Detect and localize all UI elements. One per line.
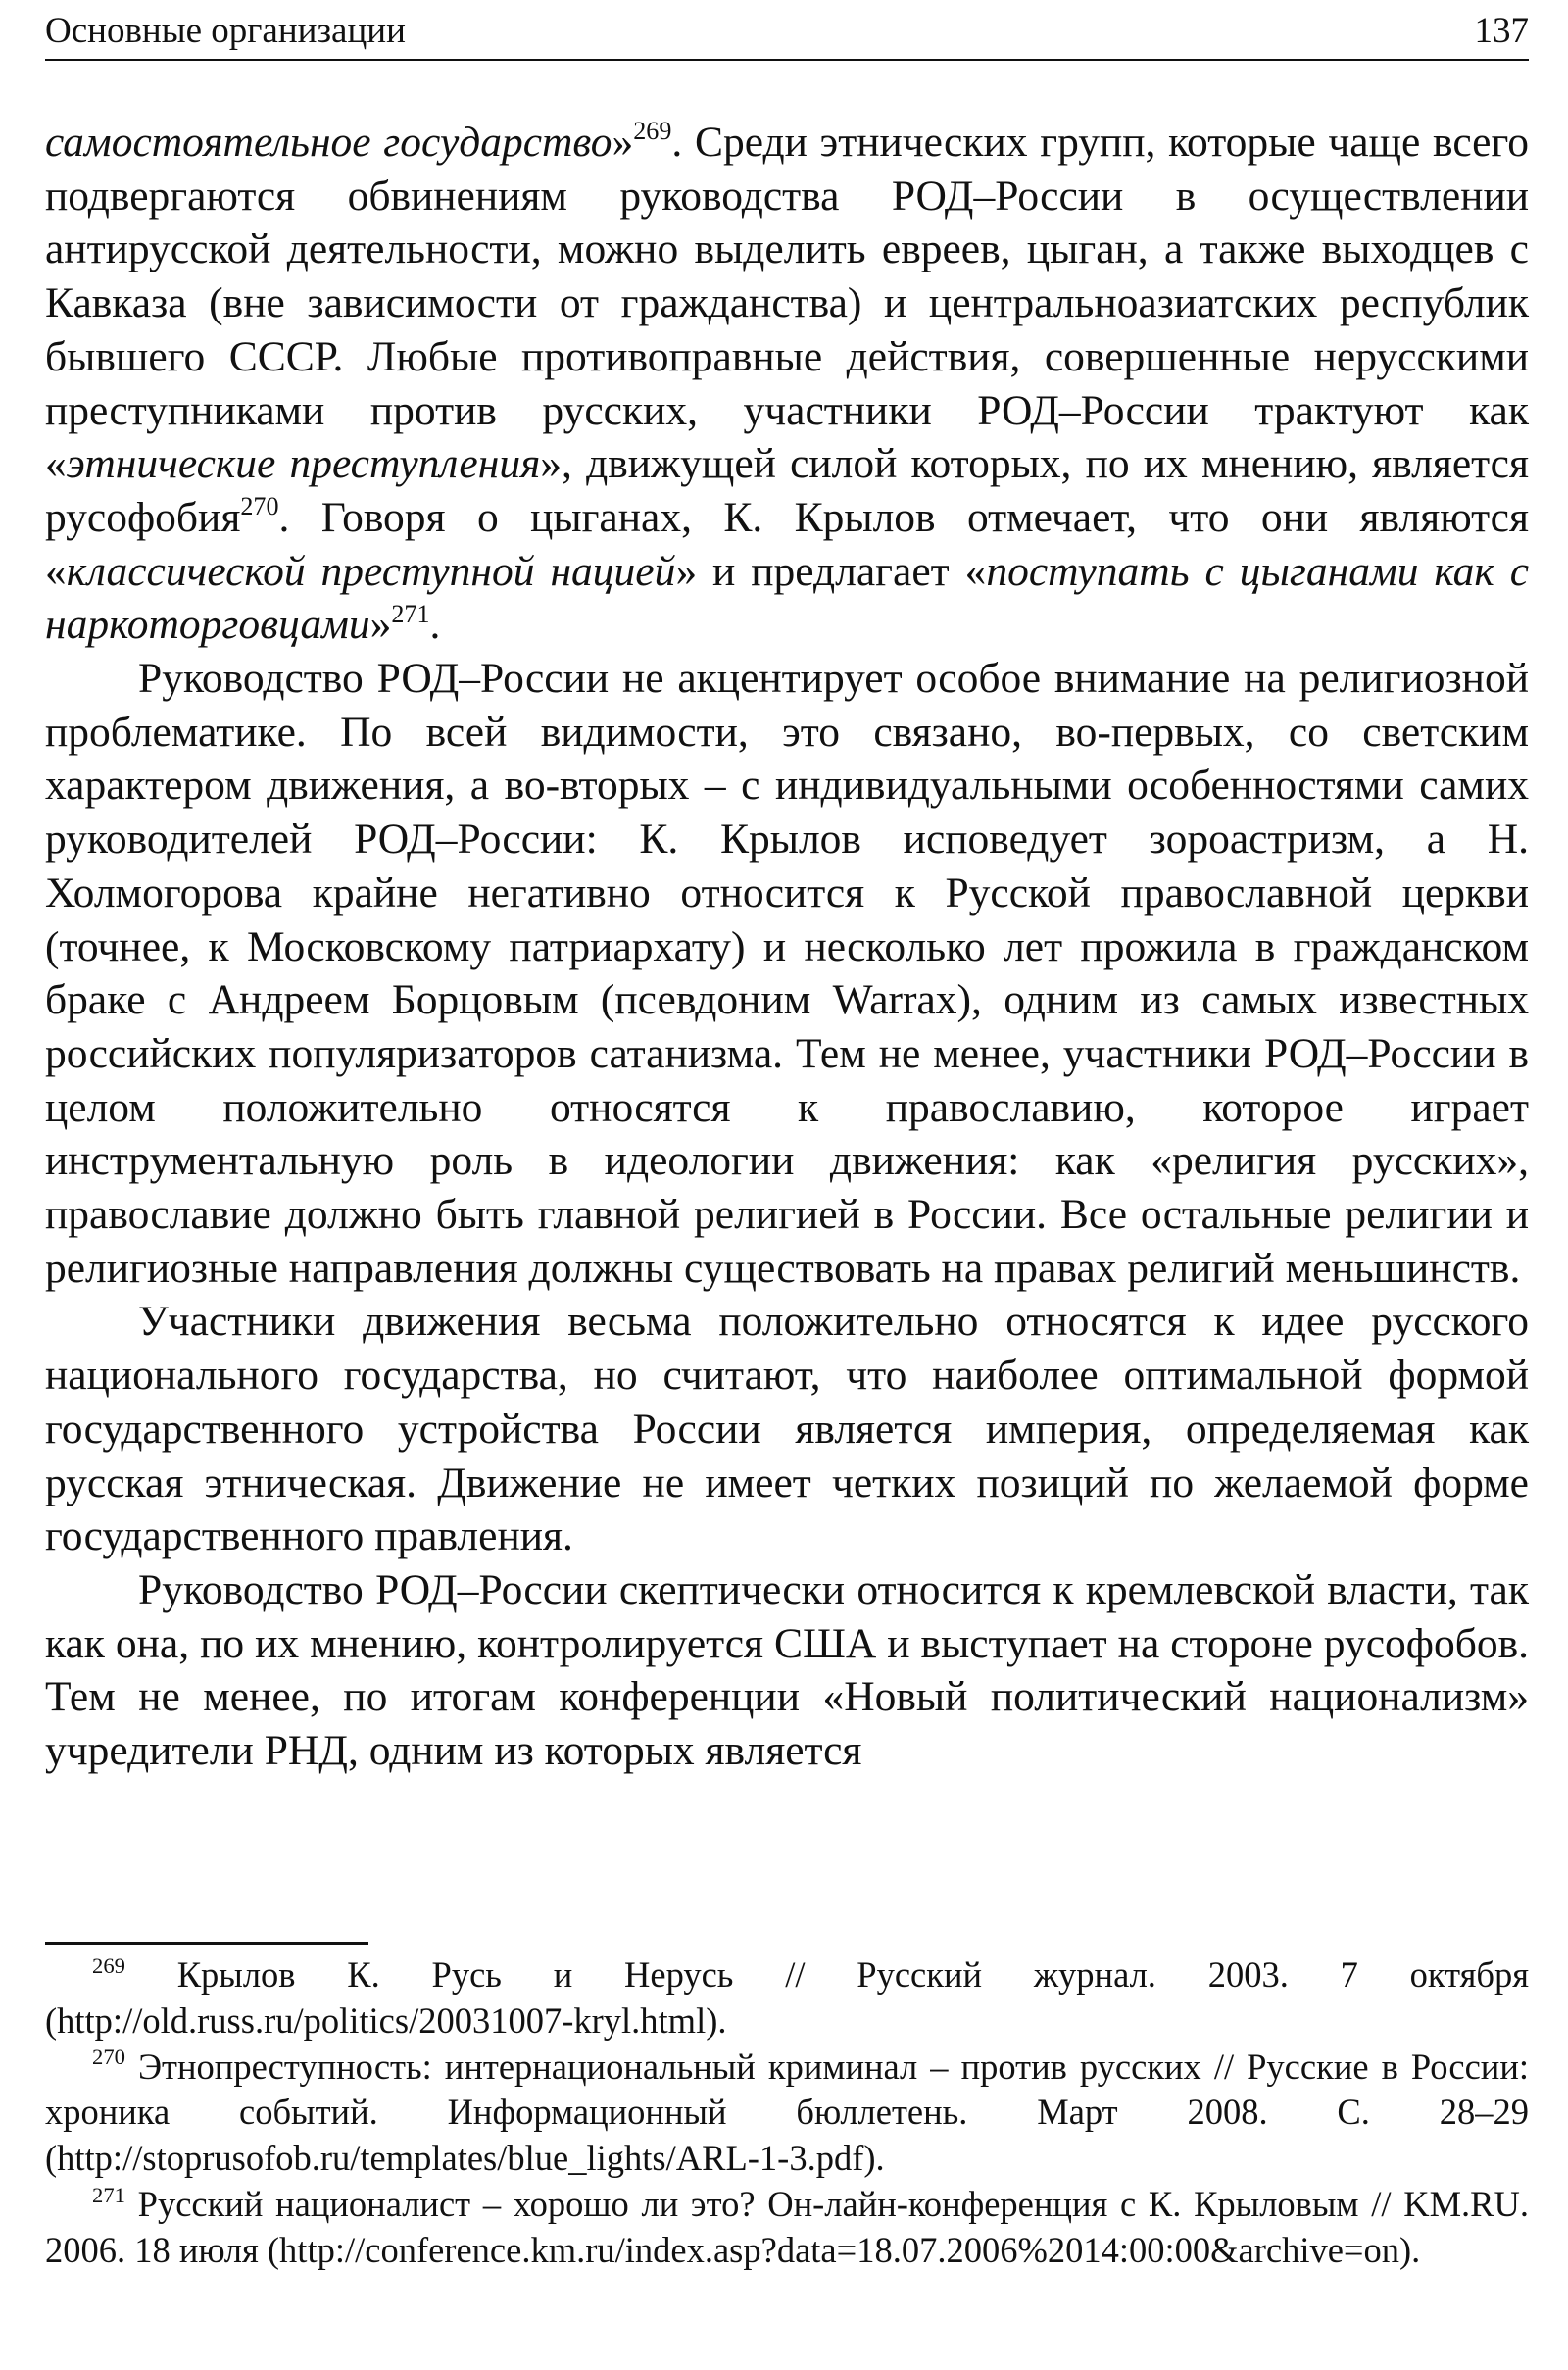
text-run: » и предлагает « [675, 547, 987, 595]
footnote-text: Русский националист – хорошо ли это? Он-лайн-конференция с К. Крыловым // KM.RU. 2006. 18 июля (http://conference.km.ru/index.asp?data=18.07.2006%2014:00:00&archive=on). [45, 2183, 1529, 2270]
footnote [45, 2045, 1529, 2182]
quoted-phrase: поступать с цыганами как с наркоторговцами [45, 547, 1530, 649]
footnote-ref[interactable]: 271 [391, 599, 430, 628]
text-run: Руководство РОД–России не акцентирует особое внимание на религиозной проблематике. По всей видимости, это связано, во-первых, со светским характером движения, а во-вторых – с индивидуальными особенностями самих руководителей РОД–России: К. Крылов исповедует зороастризм, а Н. Холмогорова крайне негативно относится к Русской православной церкви (точнее, к Московскому патриархату) и несколько лет прожила в гражданском браке с Андреем Борцовым (псевдоним Warrax), одним из самых известных российских популяризаторов сатанизма. Тем не менее, участники РОД–России в целом положительно относятся к православию, которое играет инструментальную роль в идеологии движения: как «религия русских», православие должно быть главной религией в России. Все остальные религии и религиозные направления должны существовать на правах религий меньшинств. [45, 655, 1529, 1292]
quoted-phrase: классической преступной нацией [66, 547, 676, 595]
main-text [45, 116, 1529, 1778]
text-run: . Говоря о цыганах, К. Крылов отмечает, что они являются « [45, 493, 1529, 595]
text-run: », движущей силой которых, по их мнению, является русофобия [45, 440, 1529, 541]
text-run: . Среди этнических групп, которые чаще всего подвергаются обвинениям руководства РОД–России в осуществлении антирусской деятельности, можно выделить евреев, цыган, а также выходцев с Кавказа (вне зависимости от гражданства) и центральноазиатских республик бывшего СССР. Любые противоправные действия, совершенные нерусскими преступниками против русских, участники РОД–России трактуют как « [45, 119, 1529, 488]
text-run: » [612, 119, 634, 166]
footnote-ref[interactable]: 269 [633, 117, 672, 146]
body-paragraph [45, 652, 1529, 1295]
running-head-title: Основные организации [45, 11, 406, 51]
running-head [45, 4, 1529, 61]
footnote-separator [45, 1942, 368, 1945]
footnote-number: 271 [92, 2182, 125, 2207]
footnote [45, 1952, 1529, 2045]
footnote-text: Этнопреступность: интернациональный криминал – против русских // Русские в России: хроника событий. Информационный бюллетень. Март 2008. С. 28–29 (http://stoprusofob.ru/templates/blue_lights/ARL-1-3.pdf). [45, 2046, 1529, 2179]
footnotes [45, 1952, 1529, 2274]
page-number: 137 [1474, 11, 1529, 51]
footnote-text: Крылов К. Русь и Нерусь // Русский журнал. 2003. 7 октября (http://old.russ.ru/politics/20031007-kryl.html). [45, 1954, 1529, 2041]
text-run: Руководство РОД–России скептически относится к кремлевской власти, так как она, по их мнению, контролируется США и выступает на стороне русофобов. Тем не менее, по итогам конференции «Новый политический национализм» учредители РНД, одним из которых является [45, 1565, 1529, 1775]
quoted-phrase: самостоятельное государство [45, 119, 612, 166]
footnote-number: 270 [92, 2045, 125, 2070]
footnote-number: 269 [92, 1952, 125, 1978]
body-paragraph [45, 116, 1529, 652]
text-run: » [369, 601, 392, 649]
footnote [45, 2182, 1529, 2274]
quoted-phrase: этнические преступления [66, 440, 541, 488]
body-paragraph [45, 1295, 1529, 1563]
text-run: . [429, 601, 441, 649]
body-paragraph [45, 1563, 1529, 1778]
footnote-ref[interactable]: 270 [240, 492, 279, 521]
text-run: Участники движения весьма положительно относятся к идее русского национального государства, но считают, что наиболее оптимальной формой государственного устройства России является империя, определяемая как русская этническая. Движение не имеет четких позиций по желаемой форме государственного правления. [45, 1298, 1529, 1560]
